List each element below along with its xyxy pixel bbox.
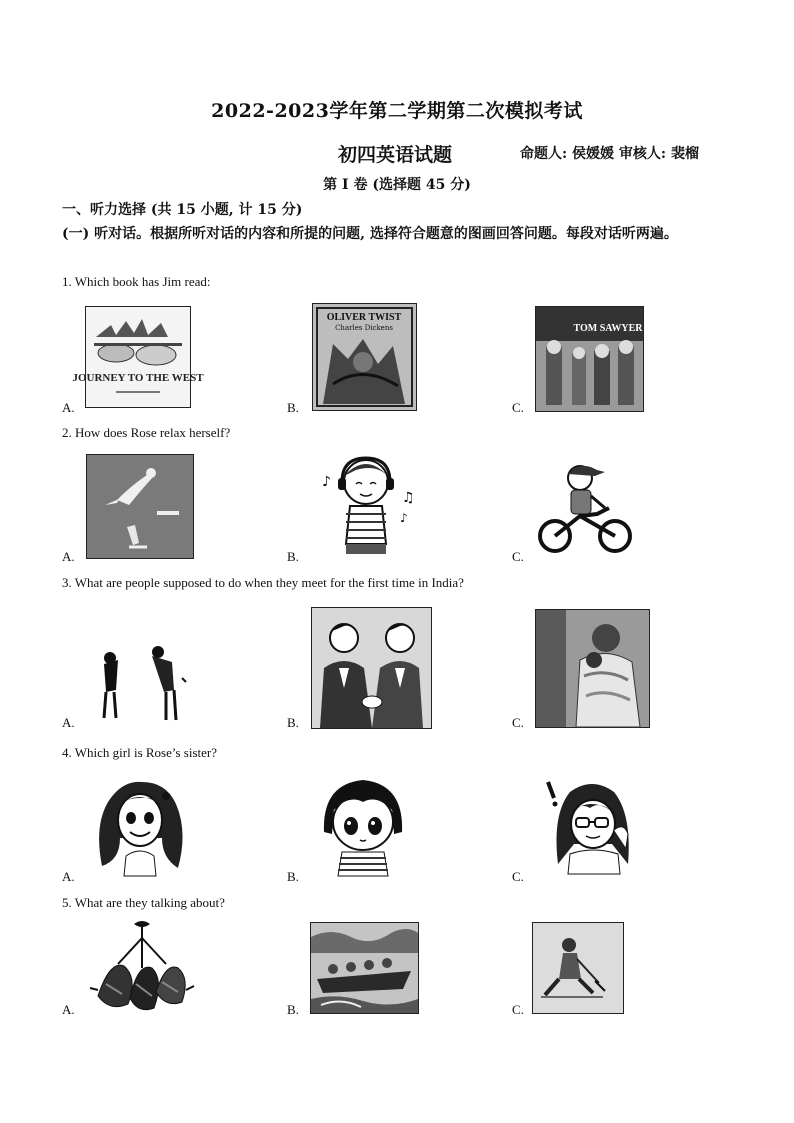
glasses-girl-icon: [540, 774, 642, 876]
handshake-icon: [311, 607, 432, 729]
q1b-caption-oliver: OLIVER TWIST: [326, 312, 402, 323]
zongzi-icon: [90, 918, 194, 1014]
curly-hair-girl-icon: [92, 776, 188, 878]
q3-option-c-label: C.: [512, 715, 524, 730]
kite-flying-icon: [532, 922, 624, 1014]
volume-heading: 第 I 卷 (选择题 45 分): [323, 177, 471, 193]
question-1-text: 1. Which book has Jim read:: [62, 274, 211, 289]
music-note-icon: ♪: [400, 511, 408, 525]
question-5-text: 5. What are they talking about?: [62, 895, 225, 910]
tom-sawyer-book-icon: [535, 306, 644, 412]
subtitle-row: [0, 140, 794, 164]
oliver-twist-book-icon: [312, 303, 417, 411]
q1-option-b-label: B.: [287, 400, 299, 415]
journey-book-icon: [72, 306, 204, 408]
exam-title: 2022-2023学年第二学期第二次模拟考试: [211, 100, 583, 122]
swimming-icon: [86, 454, 194, 559]
dragon-boat-icon: [310, 922, 419, 1014]
section-instruction: (一) 听对话。根据所听对话的内容和所提的问题, 选择符合题意的图画回答问题。每段对话听两遍。: [62, 226, 678, 242]
q3-option-b-label: B.: [287, 715, 299, 730]
q1-option-c-label: C.: [512, 400, 524, 415]
q2-option-a-label: A.: [62, 549, 75, 564]
q4-option-a-label: A.: [62, 869, 75, 884]
music-listening-icon: [316, 450, 418, 556]
exam-subtitle: 初四英语试题: [338, 144, 453, 166]
cycling-icon: [535, 456, 635, 556]
music-note-icon: ♪: [322, 474, 331, 490]
q2-option-c-label: C.: [512, 549, 524, 564]
q4-option-c-label: C.: [512, 869, 524, 884]
q1a-caption-journey: JOURNEY TO THE WEST: [72, 372, 204, 384]
section-heading: 一、听力选择 (共 15 小题, 计 15 分): [62, 202, 303, 218]
bowing-icon: [86, 640, 190, 724]
exam-authors: 命题人: 侯媛媛 审核人: 裴榴: [520, 146, 699, 162]
q4-option-b-label: B.: [287, 869, 299, 884]
q5-option-b-label: B.: [287, 1002, 299, 1017]
music-note-icon: ♫: [402, 490, 415, 506]
q3-option-a-label: A.: [62, 715, 75, 730]
q1c-caption-tom: TOM SAWYER: [573, 323, 643, 334]
q5-option-c-label: C.: [512, 1002, 524, 1017]
q1-option-a-label: A.: [62, 400, 75, 415]
question-4-text: 4. Which girl is Rose’s sister?: [62, 745, 218, 760]
hug-icon: [535, 609, 650, 728]
question-3-text: 3. What are people supposed to do when they meet for the first time in India?: [62, 575, 464, 590]
q5-option-a-label: A.: [62, 1002, 75, 1017]
question-2-text: 2. How does Rose relax herself?: [62, 425, 231, 440]
q2-option-b-label: B.: [287, 549, 299, 564]
short-hair-girl-icon: [318, 772, 408, 876]
q1b-caption-author: Charles Dickens: [335, 324, 393, 332]
